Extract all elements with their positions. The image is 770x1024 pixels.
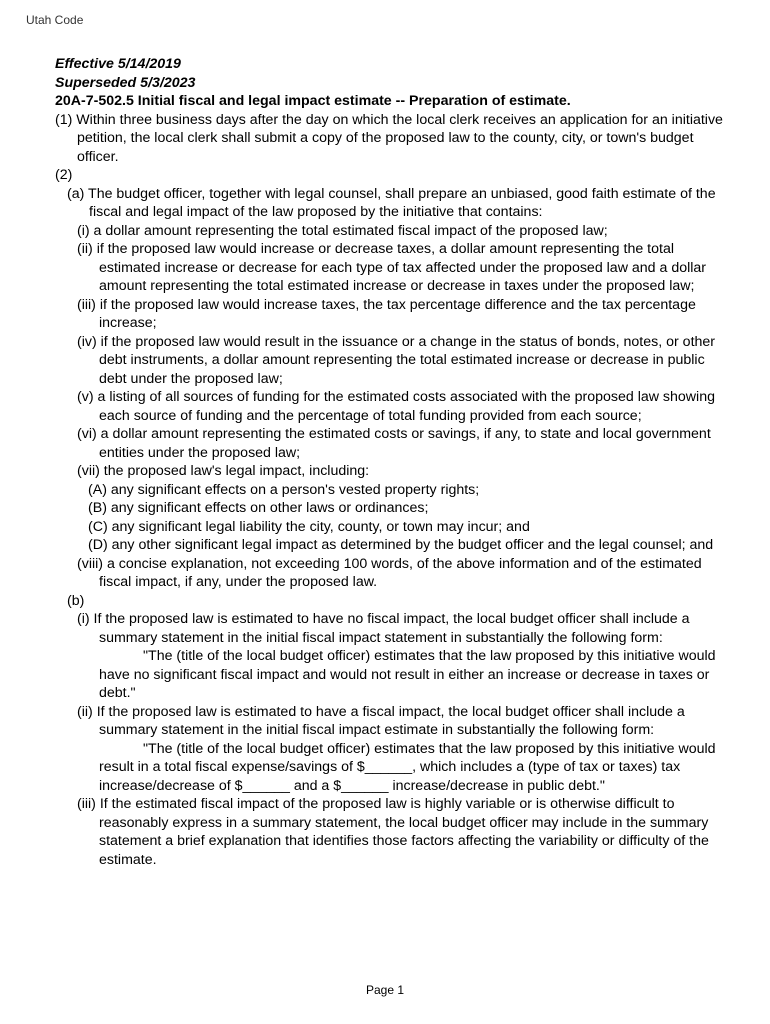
page-number: Page 1 — [365, 983, 405, 997]
subsection-2b-iii: (iii) If the estimated fiscal impact of the proposed law is highly variable or is otherwise difficult to reasonably express in a summary statement, the local budget officer may include in the summary statement a brief explanation that identifies those factors affecting the variability or difficulty of the estimate. — [77, 796, 709, 868]
statute-document — [55, 55, 725, 869]
subsection-2a-viii: (viii) a concise explanation, not exceeding 100 words, of the above information and of the estimated fiscal impact, if any, under the proposed law. — [77, 555, 702, 590]
subsection-2a-ii: (ii) if the proposed law would increase or decrease taxes, a dollar amount representing the total estimated increase or decrease for each type of tax affected under the proposed law and a dollar amount representing the total estimated increase or decrease in taxes under the proposed law; — [77, 241, 707, 294]
subsection-2a: (a) The budget officer, together with legal counsel, shall prepare an unbiased, good faith estimate of the fiscal and legal impact of the law proposed by the initiative that contains: — [67, 185, 716, 220]
subsection-2a-vii-A: (A) any significant effects on a person's vested property rights; — [88, 481, 480, 498]
subsection-2a-iv: (iv) if the proposed law would result in the issuance or a change in the status of bonds, notes, or other debt instruments, a dollar amount representing the total estimated increase or decrease in public debt under the proposed law; — [77, 333, 716, 387]
subsection-2a-vii-B: (B) any significant effects on other laws or ordinances; — [88, 500, 429, 516]
section-heading: 20A-7-502.5 Initial fiscal and legal impact estimate -- Preparation of estimate. — [55, 93, 571, 109]
subsection-2: (2) — [55, 167, 73, 183]
effective-date: Effective 5/14/2019 — [55, 56, 181, 72]
subsection-2a-vii: (vii) the proposed law's legal impact, including: — [77, 463, 370, 479]
subsection-2a-vii-D: (D) any other significant legal impact as determined by the budget officer and the legal counsel; and — [88, 537, 714, 553]
subsection-2a-iii: (iii) if the proposed law would increase taxes, the tax percentage difference and the tax percentage increase; — [77, 296, 696, 331]
subsection-2a-i: (i) a dollar amount representing the total estimated fiscal impact of the proposed law; — [77, 222, 608, 239]
subsection-2a-vii-C: (C) any significant legal liability the city, county, or town may incur; and — [88, 518, 530, 535]
subsection-2a-vi: (vi) a dollar amount representing the estimated costs or savings, if any, to state and local government entities under the proposed law; — [77, 426, 711, 461]
subsection-1: (1) Within three business days after the day on which the local clerk receives an application for an initiative petition, the local clerk shall submit a copy of the proposed law to the county, city, or town's budget officer. — [55, 111, 723, 165]
subsection-2b-ii: (ii) If the proposed law is estimated to have a fiscal impact, the local budget officer shall include a summary statement in the initial fiscal impact estimate in substantially the following form: — [77, 703, 685, 738]
subsection-2b-ii-quote: "The (title of the local budget officer) estimates that the law proposed by this initiative would result in a total fiscal expense/savings of $______, which includes a (type of tax or taxes) tax increase/decrease of $______ and a $______ increase/decrease in public debt." — [99, 740, 716, 794]
subsection-2a-v: (v) a listing of all sources of funding for the estimated costs associated with the proposed law showing each source of funding and the percentage of total funding provided from each source; — [77, 389, 715, 424]
running-header: Utah Code — [26, 13, 84, 27]
subsection-2b-i: (i) If the proposed law is estimated to have no fiscal impact, the local budget officer shall include a summary statement in the initial fiscal impact statement in substantially the following form: — [77, 611, 690, 646]
subsection-2b: (b) — [67, 592, 85, 609]
subsection-2b-i-quote: "The (title of the local budget officer) estimates that the law proposed by this initiative would have no significant fiscal impact and would not result in either an increase or decrease in taxes or debt." — [99, 648, 716, 701]
superseded-date: Superseded 5/3/2023 — [55, 74, 196, 91]
